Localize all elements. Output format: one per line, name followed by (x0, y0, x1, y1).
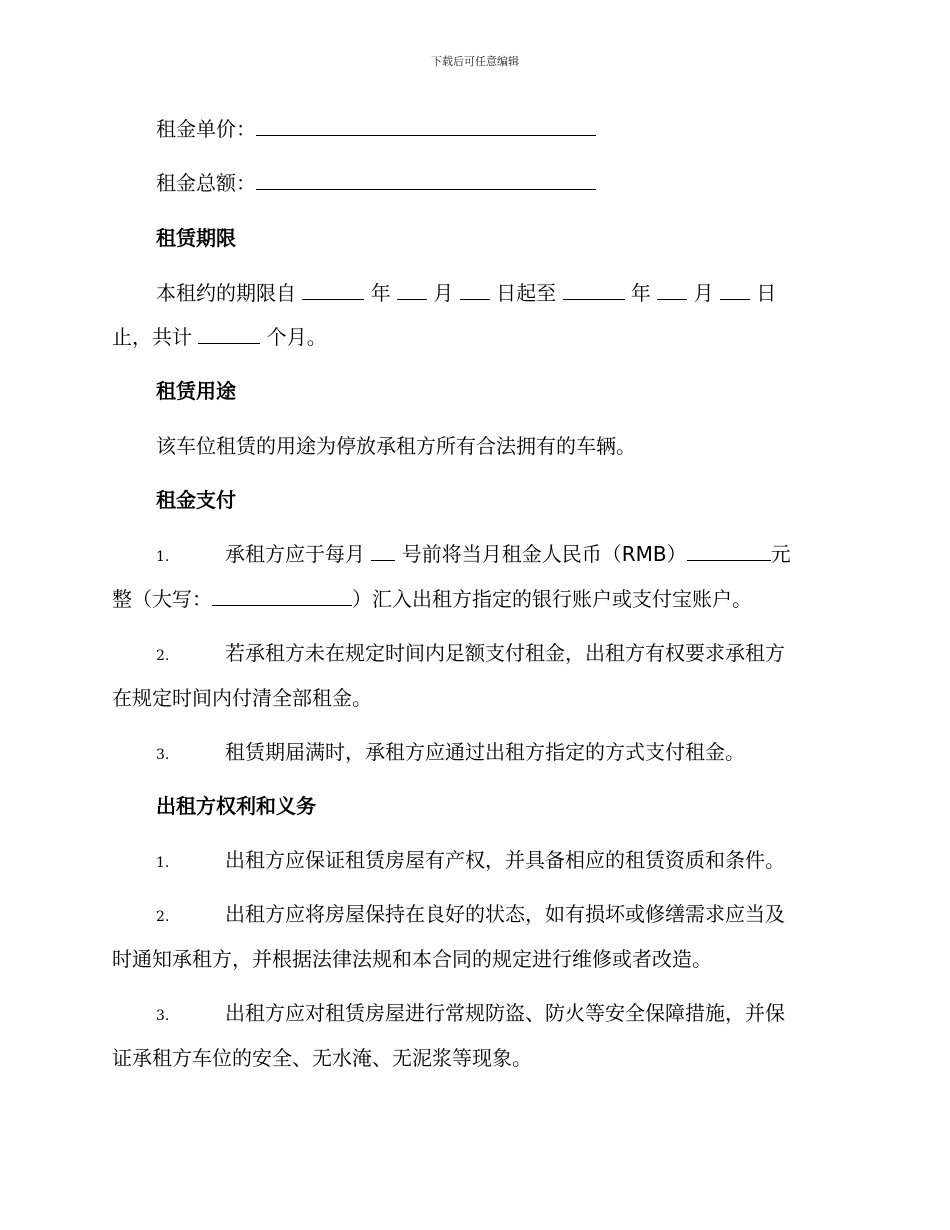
payment-text: ）汇入出租方指定的银行账户或支付宝账户。 (352, 587, 752, 611)
start-day-blank[interactable] (460, 279, 490, 300)
lessor-item-3 (156, 998, 886, 1031)
uppercase-amount-blank[interactable] (212, 585, 352, 606)
term-text: 日 (749, 281, 777, 305)
total-amount-label: 租金总额： (156, 171, 256, 195)
payment-item-2 (156, 638, 886, 671)
payment-text: 号前将当月租金人民币（RMB） (395, 542, 687, 566)
unit-price-label: 租金单价： (156, 117, 256, 141)
unit-price-line (156, 114, 886, 144)
term-heading: 租赁期限 (156, 226, 236, 250)
lessor-text: 出租方应保证租赁房屋有产权，并具备相应的租赁资质和条件。 (225, 848, 785, 872)
term-text: 年 (624, 281, 658, 305)
payment-item-2-cont: 在规定时间内付清全部租金。 (112, 686, 372, 710)
term-text: 年 (364, 281, 398, 305)
lessor-item-1 (156, 845, 886, 878)
lessor-item-2-cont: 时通知承租方，并根据法律法规和本合同的规定进行维修或者改造。 (112, 947, 712, 971)
page-header-note: 下载后可任意编辑 (431, 55, 519, 68)
item-number: 2. (156, 648, 170, 664)
unit-price-blank[interactable] (256, 115, 596, 136)
start-month-blank[interactable] (397, 279, 427, 300)
payment-text: 整（大写： (112, 587, 212, 611)
payment-item-1 (156, 539, 886, 572)
term-text: 日起至 (489, 281, 563, 305)
lessor-heading: 出租方权利和义务 (156, 794, 316, 818)
end-year-blank[interactable] (563, 279, 625, 300)
lessor-text: 出租方应将房屋保持在良好的状态，如有损坏或修缮需求应当及 (225, 902, 785, 926)
item-number: 1. (156, 549, 170, 565)
start-year-blank[interactable] (302, 279, 364, 300)
lessor-text: 出租方应对租赁房屋进行常规防盗、防火等安全保障措施，并保 (225, 1001, 785, 1025)
months-count-blank[interactable] (198, 323, 260, 344)
term-text: 本租约的期限自 (156, 281, 303, 305)
item-number: 1. (156, 855, 170, 871)
payment-heading: 租金支付 (156, 488, 236, 512)
total-amount-blank[interactable] (256, 169, 596, 190)
term-line-1 (156, 278, 886, 308)
term-text: 月 (687, 281, 720, 305)
rmb-amount-blank[interactable] (687, 540, 771, 561)
term-text: 止，共计 (112, 325, 199, 349)
pay-day-blank[interactable] (371, 540, 395, 561)
end-month-blank[interactable] (657, 279, 687, 300)
item-number: 2. (156, 909, 170, 925)
use-text: 该车位租赁的用途为停放承租方所有合法拥有的车辆。 (156, 434, 636, 458)
payment-text: 若承租方未在规定时间内足额支付租金，出租方有权要求承租方 (225, 641, 785, 665)
item-number: 3. (156, 747, 170, 763)
payment-item-3 (156, 737, 886, 770)
payment-text: 租赁期届满时，承租方应通过出租方指定的方式支付租金。 (225, 740, 745, 764)
term-line-2 (112, 322, 842, 352)
end-day-blank[interactable] (720, 279, 750, 300)
lessor-item-3-cont: 证承租方车位的安全、无水淹、无泥浆等现象。 (112, 1046, 532, 1070)
term-text: 个月。 (260, 325, 327, 349)
payment-text: 承租方应于每月 (225, 542, 372, 566)
item-number: 3. (156, 1008, 170, 1024)
total-amount-line (156, 168, 886, 198)
payment-text: 元 (770, 542, 791, 566)
payment-item-1-cont (112, 584, 842, 614)
lessor-item-2 (156, 899, 886, 932)
use-heading: 租赁用途 (156, 379, 236, 403)
term-text: 月 (427, 281, 460, 305)
